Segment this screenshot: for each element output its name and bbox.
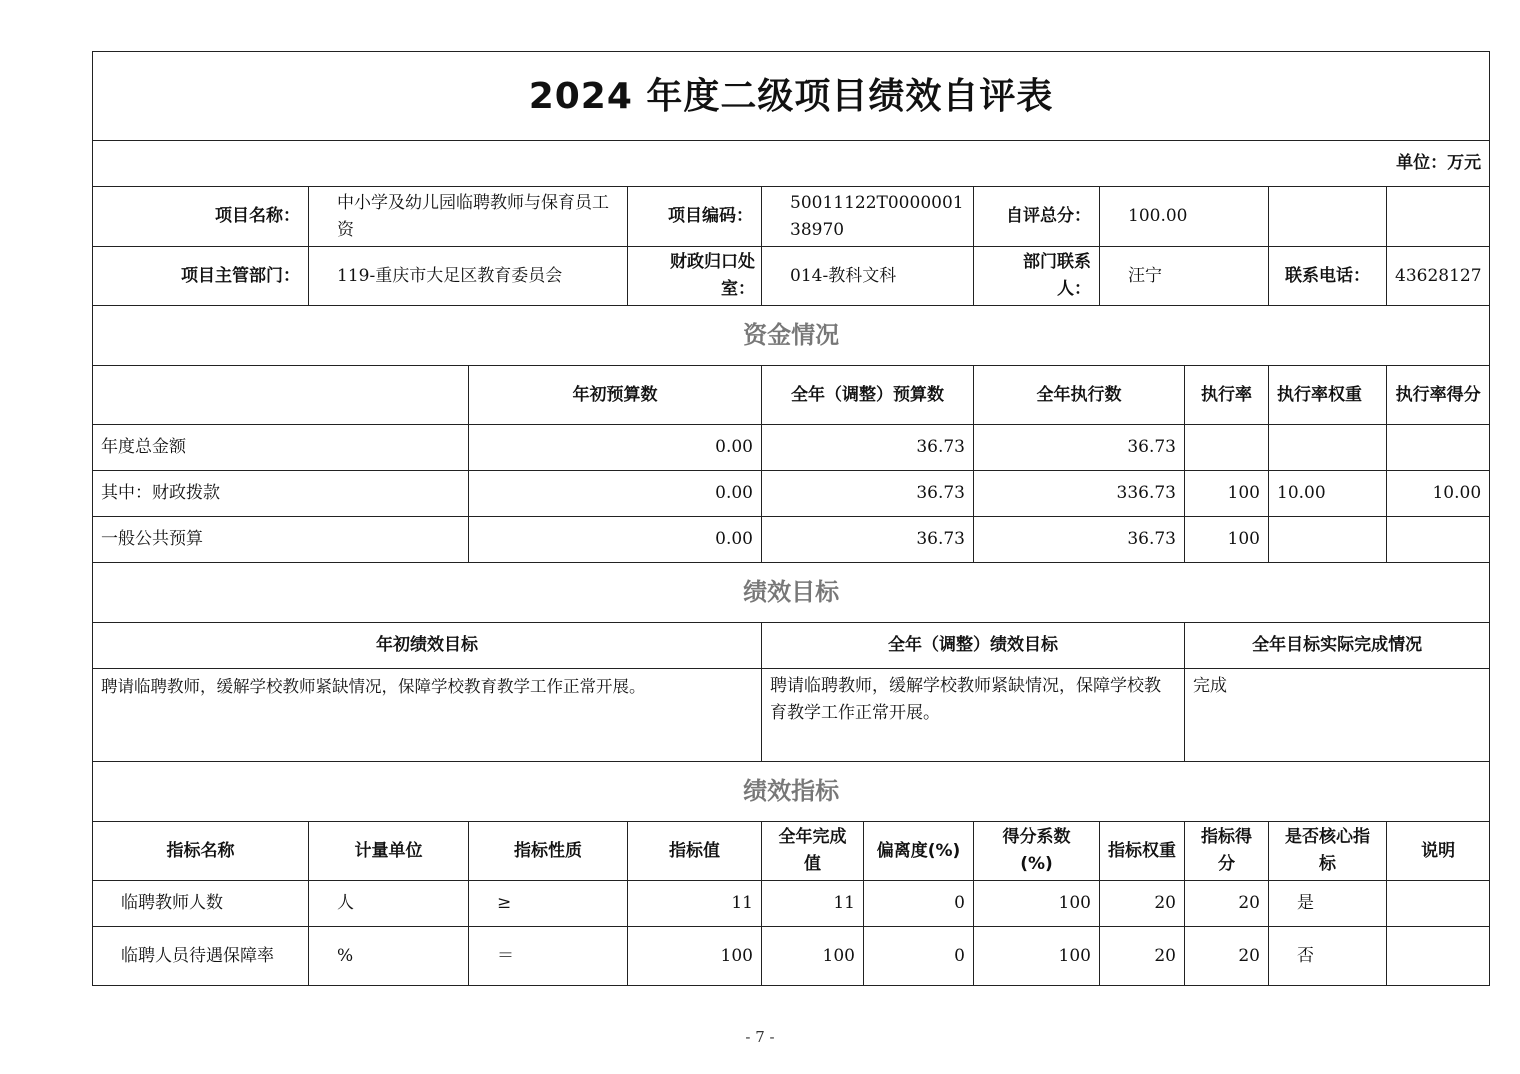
ind-header-deviation: 偏离度(%) bbox=[864, 822, 974, 881]
funds-row-rate: 100 bbox=[1185, 471, 1269, 517]
table-row bbox=[93, 425, 1490, 471]
ind-row-score: 20 bbox=[1185, 881, 1269, 927]
goals-header-initial: 年初绩效目标 bbox=[93, 623, 762, 669]
funds-row-name: 一般公共预算 bbox=[93, 517, 469, 563]
funds-header-initial: 年初预算数 bbox=[469, 366, 762, 425]
ind-row-name: 临聘人员待遇保障率 bbox=[93, 927, 309, 986]
ind-header-name: 指标名称 bbox=[93, 822, 309, 881]
funds-row-weight bbox=[1269, 425, 1387, 471]
unit-label: 单位：万元 bbox=[93, 141, 1490, 187]
funds-header-adjusted: 全年（调整）预算数 bbox=[762, 366, 974, 425]
ind-row-nature: ＝ bbox=[469, 927, 628, 986]
funds-row-score bbox=[1387, 517, 1490, 563]
ind-row-value: 100 bbox=[628, 927, 762, 986]
funds-header-weight: 执行率权重 bbox=[1269, 366, 1387, 425]
funds-row-weight: 10.00 bbox=[1269, 471, 1387, 517]
table-row bbox=[93, 471, 1490, 517]
funds-header-rate: 执行率 bbox=[1185, 366, 1269, 425]
funds-row-adjusted: 36.73 bbox=[762, 517, 974, 563]
goals-adjusted-text: 聘请临聘教师，缓解学校教师紧缺情况，保障学校教育教学工作正常开展。 bbox=[762, 669, 1185, 762]
ind-header-coef: 得分系数(%) bbox=[974, 822, 1100, 881]
funds-row-score bbox=[1387, 425, 1490, 471]
ind-row-score: 20 bbox=[1185, 927, 1269, 986]
indicators-section-title: 绩效指标 bbox=[93, 762, 1490, 822]
funds-row-weight bbox=[1269, 517, 1387, 563]
empty-cell bbox=[1387, 187, 1490, 247]
project-code-value: 50011122T000000138970 bbox=[762, 187, 974, 247]
funds-row-executed: 36.73 bbox=[974, 425, 1185, 471]
ind-header-note: 说明 bbox=[1387, 822, 1490, 881]
ind-row-note bbox=[1387, 881, 1490, 927]
ind-header-score: 指标得分 bbox=[1185, 822, 1269, 881]
self-score-label: 自评总分： bbox=[974, 187, 1100, 247]
phone-label: 联系电话： bbox=[1269, 247, 1387, 306]
finance-value: 014-教科文科 bbox=[762, 247, 974, 306]
ind-row-core: 否 bbox=[1269, 927, 1387, 986]
ind-row-nature: ≥ bbox=[469, 881, 628, 927]
ind-row-done: 100 bbox=[762, 927, 864, 986]
ind-header-weight: 指标权重 bbox=[1100, 822, 1185, 881]
ind-row-deviation: 0 bbox=[864, 927, 974, 986]
contact-label: 部门联系人： bbox=[974, 247, 1100, 306]
funds-row-initial: 0.00 bbox=[469, 471, 762, 517]
funds-row-executed: 36.73 bbox=[974, 517, 1185, 563]
table-row bbox=[93, 517, 1490, 563]
page-title: 2024 年度二级项目绩效自评表 bbox=[93, 52, 1490, 141]
empty-cell bbox=[1269, 187, 1387, 247]
finance-label: 财政归口处室： bbox=[628, 247, 762, 306]
ind-row-core: 是 bbox=[1269, 881, 1387, 927]
goals-actual-text: 完成 bbox=[1185, 669, 1490, 762]
funds-row-initial: 0.00 bbox=[469, 425, 762, 471]
funds-row-initial: 0.00 bbox=[469, 517, 762, 563]
ind-header-nature: 指标性质 bbox=[469, 822, 628, 881]
ind-row-deviation: 0 bbox=[864, 881, 974, 927]
ind-row-coef: 100 bbox=[974, 881, 1100, 927]
ind-row-unit: % bbox=[309, 927, 469, 986]
ind-row-weight: 20 bbox=[1100, 927, 1185, 986]
funds-row-adjusted: 36.73 bbox=[762, 471, 974, 517]
ind-header-core: 是否核心指标 bbox=[1269, 822, 1387, 881]
contact-value: 汪宁 bbox=[1100, 247, 1269, 306]
funds-row-score: 10.00 bbox=[1387, 471, 1490, 517]
project-name-value: 中小学及幼儿园临聘教师与保育员工资 bbox=[309, 187, 628, 247]
goals-header-adjusted: 全年（调整）绩效目标 bbox=[762, 623, 1185, 669]
funds-row-rate: 100 bbox=[1185, 517, 1269, 563]
funds-header-executed: 全年执行数 bbox=[974, 366, 1185, 425]
ind-row-done: 11 bbox=[762, 881, 864, 927]
ind-row-note bbox=[1387, 927, 1490, 986]
funds-row-rate bbox=[1185, 425, 1269, 471]
dept-value: 119-重庆市大足区教育委员会 bbox=[309, 247, 628, 306]
ind-header-done: 全年完成值 bbox=[762, 822, 864, 881]
ind-row-coef: 100 bbox=[974, 927, 1100, 986]
self-evaluation-table bbox=[92, 51, 1490, 986]
ind-header-value: 指标值 bbox=[628, 822, 762, 881]
funds-section-title: 资金情况 bbox=[93, 306, 1490, 366]
funds-row-executed: 336.73 bbox=[974, 471, 1185, 517]
funds-header-score: 执行率得分 bbox=[1387, 366, 1490, 425]
empty-cell bbox=[93, 366, 469, 425]
goals-section-title: 绩效目标 bbox=[93, 563, 1490, 623]
dept-label: 项目主管部门： bbox=[93, 247, 309, 306]
table-row bbox=[93, 881, 1490, 927]
funds-row-name: 其中：财政拨款 bbox=[93, 471, 469, 517]
ind-row-unit: 人 bbox=[309, 881, 469, 927]
project-name-label: 项目名称： bbox=[93, 187, 309, 247]
ind-row-weight: 20 bbox=[1100, 881, 1185, 927]
table-row bbox=[93, 927, 1490, 986]
funds-row-name: 年度总金额 bbox=[93, 425, 469, 471]
ind-header-unit: 计量单位 bbox=[309, 822, 469, 881]
funds-row-adjusted: 36.73 bbox=[762, 425, 974, 471]
goals-header-actual: 全年目标实际完成情况 bbox=[1185, 623, 1490, 669]
goals-initial-text: 聘请临聘教师，缓解学校教师紧缺情况，保障学校教育教学工作正常开展。 bbox=[93, 669, 762, 762]
page-number: - 7 - bbox=[745, 1028, 775, 1046]
ind-row-value: 11 bbox=[628, 881, 762, 927]
phone-value: 43628127 bbox=[1387, 247, 1490, 306]
self-score-value: 100.00 bbox=[1100, 187, 1269, 247]
project-code-label: 项目编码： bbox=[628, 187, 762, 247]
ind-row-name: 临聘教师人数 bbox=[93, 881, 309, 927]
